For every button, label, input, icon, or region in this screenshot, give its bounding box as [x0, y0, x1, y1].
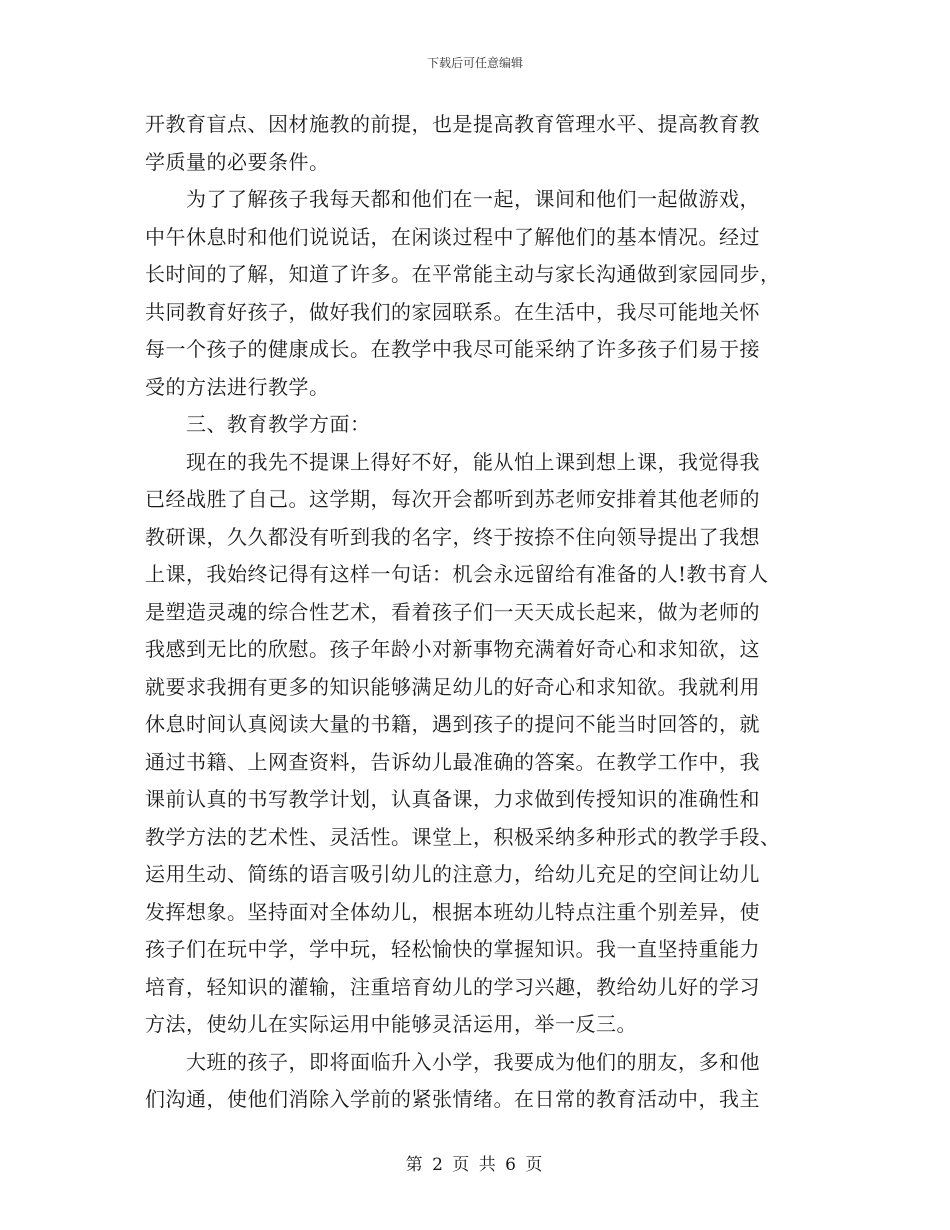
text-line: 们沟通，使他们消除入学前的紧张情绪。在日常的教育活动中，我主 — [145, 1087, 760, 1111]
page-header: 下载后可任意编辑 — [426, 56, 523, 70]
text-line: 学质量的必要条件。 — [145, 149, 330, 174]
document-body — [145, 106, 805, 1119]
text-line: 方法，使幼儿在实际运用中能够灵活运用，举一反三。 — [145, 1012, 637, 1036]
text-line: 开教育盲点、因材施教的前提，也是提高教育管理水平、提高教育教 — [145, 112, 760, 136]
text-line: 通过书籍、上网查资料，告诉幼儿最准确的答案。在教学工作中，我 — [145, 749, 760, 774]
section-heading: 三、教育教学方面： — [145, 412, 371, 436]
text-line: 培育，轻知识的灌输，注重培育幼儿的学习兴趣，教给幼儿好的学习 — [145, 974, 760, 999]
text-line: 为了了解孩子我每天都和他们在一起，课间和他们一起做游戏， — [145, 187, 760, 211]
text-line: 课前认真的书写教学计划，认真备课，力求做到传授知识的准确性和 — [145, 787, 760, 811]
text-line: 每一个孩子的健康成长。在教学中我尽可能采纳了许多孩子们易于接 — [145, 337, 760, 361]
text-line: 是塑造灵魂的综合性艺术，看着孩子们一天天成长起来，做为老师的 — [145, 599, 760, 624]
text-line: 我感到无比的欣慰。孩子年龄小对新事物充满着好奇心和求知欲，这 — [145, 637, 760, 661]
page-number: 第 2 页 共 6 页 — [405, 1155, 545, 1175]
text-line: 长时间的了解，知道了许多。在平常能主动与家长沟通做到家园同步， — [145, 262, 781, 286]
text-line: 教研课，久久都没有听到我的名字，终于按捺不住向领导提出了我想 — [145, 524, 760, 549]
text-line: 已经战胜了自己。这学期，每次开会都听到苏老师安排着其他老师的 — [145, 487, 760, 511]
text-line: 运用生动、简练的语言吸引幼儿的注意力，给幼儿充足的空间让幼儿 — [145, 862, 760, 886]
text-line: 就要求我拥有更多的知识能够满足幼儿的好奇心和求知欲。我就利用 — [145, 674, 760, 699]
text-line: 孩子们在玩中学，学中玩，轻松愉快的掌握知识。我一直坚持重能力 — [145, 937, 760, 961]
text-line: 中午休息时和他们说说话，在闲谈过程中了解他们的基本情况。经过 — [145, 224, 760, 249]
text-line: 休息时间认真阅读大量的书籍，遇到孩子的提问不能当时回答的，就 — [145, 712, 760, 736]
text-line: 共同教育好孩子，做好我们的家园联系。在生活中，我尽可能地关怀 — [145, 299, 760, 324]
text-line: 大班的孩子，即将面临升入小学，我要成为他们的朋友，多和他 — [145, 1049, 760, 1074]
text-line: 发挥想象。坚持面对全体幼儿，根据本班幼儿特点注重个别差异，使 — [145, 899, 760, 924]
text-line: 教学方法的艺术性、灵活性。课堂上，积极采纳多种形式的教学手段、 — [145, 824, 781, 849]
text-line: 受的方法进行教学。 — [145, 374, 330, 399]
text-line: 上课，我始终记得有这样一句话：机会永远留给有准备的人!教书育人 — [145, 562, 769, 586]
text-line: 现在的我先不提课上得好不好，能从怕上课到想上课，我觉得我 — [145, 449, 760, 474]
